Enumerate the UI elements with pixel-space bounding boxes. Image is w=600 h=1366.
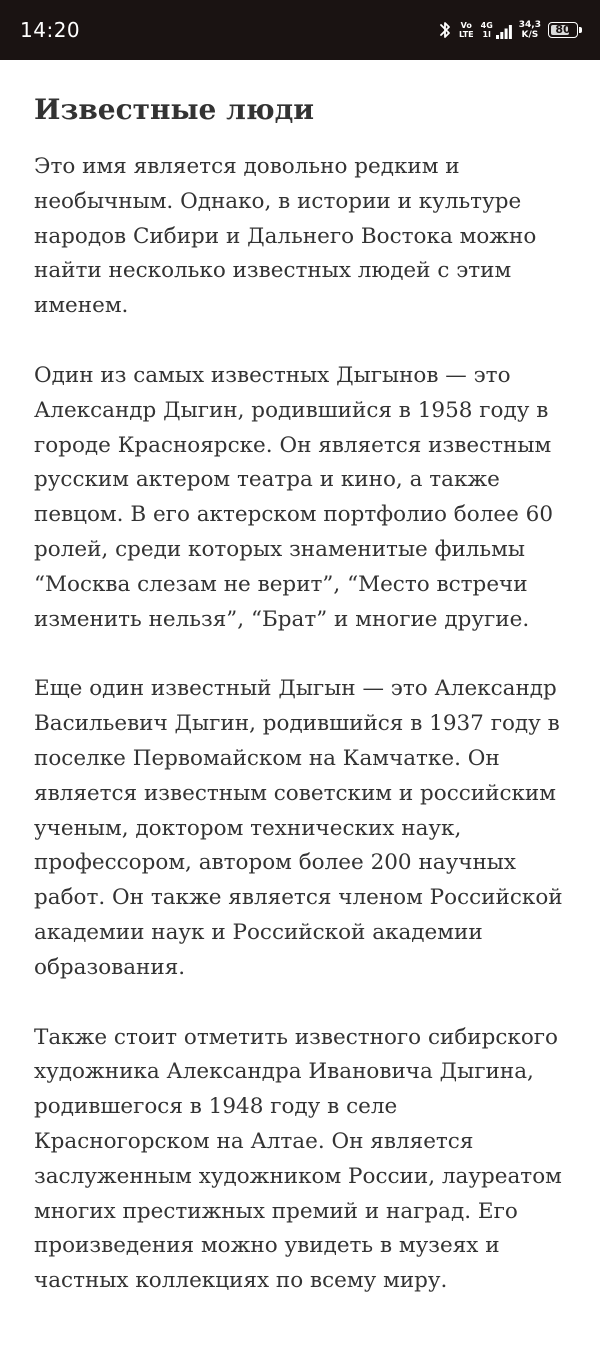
signal-bars-icon xyxy=(496,25,512,39)
article-paragraph: Также стоит отметить известного сибирского художника Александра Ивановича Дыгина, родившегося в 1948 году в селе Красногорском на Алтае. Он является заслуженным художником России, лауреатом многих престижных премий и наград. Его произведения можно увидеть в музеях и частных коллекциях по всему миру. xyxy=(34,1024,562,1294)
battery-icon xyxy=(548,22,578,38)
status-bar xyxy=(0,0,600,60)
article-paragraph: Один из самых известных Дыгынов — это Александр Дыгин, родившийся в 1958 году в городе Красноярске. Он является известным русским актером театра и кино, а также певцом. В его актерском портфолио более 60 ролей, среди которых знаменитые фильмы “Москва слезам не верит”, “Место встречи изменить нельзя”, “Брат” и многие другие. xyxy=(34,362,553,632)
network-generation xyxy=(481,21,493,39)
volte-top: Vo xyxy=(460,21,472,30)
article-heading: Известные люди xyxy=(34,93,314,126)
battery-percent: 80 xyxy=(555,23,571,36)
article-paragraph: Это имя является довольно редким и необычным. Однако, в истории и культуре народов Сибири и Дальнего Востока можно найти несколько известных людей с этим именем. xyxy=(34,154,537,319)
status-icons xyxy=(438,16,578,44)
article-paragraph: Еще один известный Дыгын — это Александр Васильевич Дыгин, родившийся в 1937 году в поселке Первомайском на Камчатке. Он является известным советским и российским ученым, доктором технических наук, профессором, автором более 200 научных работ. Он также является членом Российской академии наук и Российской академии образования. xyxy=(34,676,563,980)
status-time: 14:20 xyxy=(20,18,81,42)
volte-indicator xyxy=(459,21,474,39)
speed-unit: K/S xyxy=(521,30,539,40)
article-content xyxy=(34,88,574,1334)
network-gen-top: 4G xyxy=(480,21,493,30)
network-speed xyxy=(519,20,541,40)
bluetooth-icon xyxy=(438,20,452,40)
network-gen-bottom: 1l xyxy=(482,30,491,39)
signal-indicator xyxy=(481,21,512,39)
volte-bottom: LTE xyxy=(458,30,474,39)
speed-value: 34,3 xyxy=(518,20,541,30)
